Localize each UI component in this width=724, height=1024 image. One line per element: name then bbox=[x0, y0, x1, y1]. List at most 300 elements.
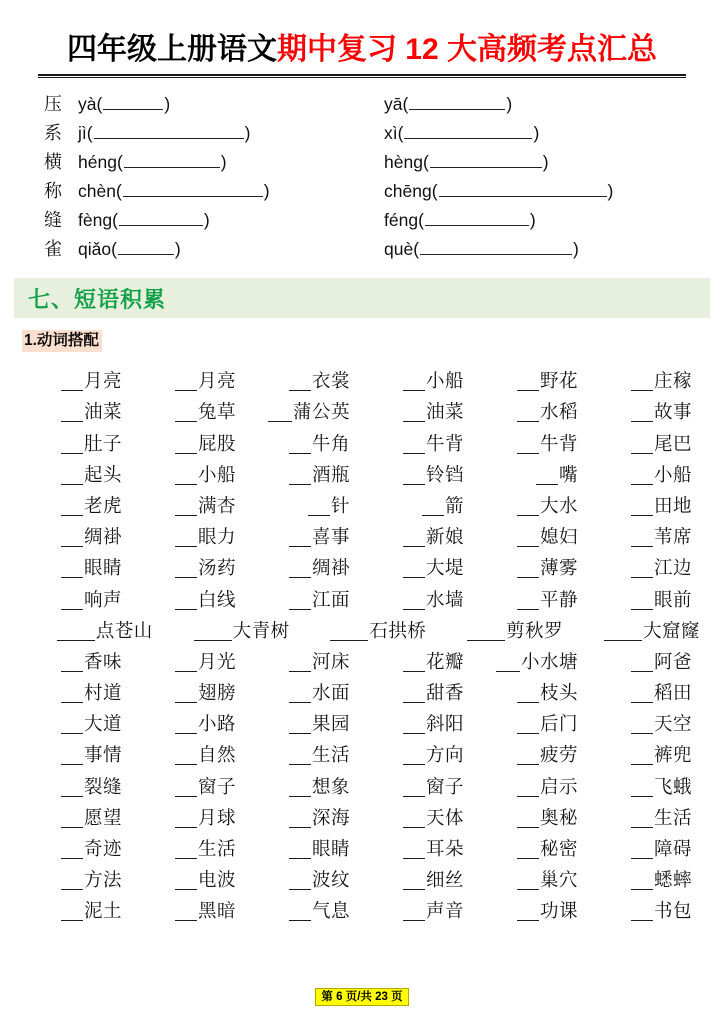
answer-blank[interactable] bbox=[631, 467, 653, 485]
collocation-cell bbox=[366, 714, 480, 734]
collocation-word: 书包 bbox=[653, 900, 692, 922]
collocation-word: 果园 bbox=[311, 713, 350, 735]
collocation-cell bbox=[138, 652, 252, 672]
collocation-word: 小船 bbox=[197, 463, 236, 485]
answer-blank[interactable] bbox=[631, 373, 653, 391]
grid-row bbox=[24, 454, 708, 485]
answer-blank[interactable] bbox=[289, 841, 311, 859]
collocation-word: 水稻 bbox=[539, 401, 578, 423]
answer-blank[interactable] bbox=[604, 623, 642, 641]
answer-blank[interactable] bbox=[631, 529, 653, 547]
open-paren: ( bbox=[115, 181, 122, 201]
collocation-word: 功课 bbox=[539, 900, 578, 922]
answer-blank[interactable] bbox=[289, 529, 311, 547]
grid-row bbox=[24, 547, 708, 578]
collocation-word: 疲劳 bbox=[539, 744, 578, 766]
collocation-word: 牛角 bbox=[311, 432, 350, 454]
answer-blank[interactable] bbox=[517, 903, 539, 921]
section-banner-label: 七、短语积累 bbox=[28, 286, 167, 312]
answer-blank[interactable] bbox=[631, 841, 653, 859]
answer-blank[interactable] bbox=[330, 623, 368, 641]
collocation-cell bbox=[594, 402, 708, 422]
collocation-cell bbox=[480, 465, 594, 485]
collocation-word: 响声 bbox=[83, 588, 122, 610]
answer-blank[interactable] bbox=[403, 685, 425, 703]
collocation-word: 枝头 bbox=[539, 682, 578, 704]
collocation-word: 酒瓶 bbox=[311, 463, 350, 485]
polyphone-row bbox=[44, 177, 704, 206]
answer-blank[interactable] bbox=[289, 685, 311, 703]
collocation-cell bbox=[366, 652, 480, 672]
collocation-cell bbox=[366, 590, 480, 610]
open-paren: ( bbox=[422, 152, 429, 172]
answer-blank[interactable] bbox=[409, 95, 505, 110]
collocation-word: 裤兜 bbox=[653, 744, 692, 766]
collocation-cell bbox=[252, 496, 366, 516]
answer-blank[interactable] bbox=[430, 153, 542, 168]
collocation-word: 汤药 bbox=[197, 557, 236, 579]
answer-blank[interactable] bbox=[517, 592, 539, 610]
answer-blank[interactable] bbox=[175, 654, 197, 672]
answer-blank[interactable] bbox=[175, 467, 197, 485]
collocation-cell bbox=[24, 465, 138, 485]
collocation-cell bbox=[366, 901, 480, 921]
collocation-word: 月光 bbox=[197, 650, 236, 672]
answer-blank[interactable] bbox=[631, 498, 653, 516]
open-paren: ( bbox=[86, 123, 93, 143]
collocation-cell bbox=[252, 714, 366, 734]
answer-blank[interactable] bbox=[289, 654, 311, 672]
polyphone-right-item bbox=[384, 181, 704, 202]
answer-blank[interactable] bbox=[403, 903, 425, 921]
collocation-cell bbox=[594, 558, 708, 578]
answer-blank[interactable] bbox=[289, 779, 311, 797]
collocation-cell bbox=[594, 745, 708, 765]
polyphone-left-item bbox=[44, 148, 384, 174]
collocation-cell bbox=[594, 465, 708, 485]
polyphone-reading: jì bbox=[78, 123, 87, 143]
section-banner bbox=[14, 278, 710, 318]
collocation-word: 油菜 bbox=[83, 401, 122, 423]
collocation-cell bbox=[24, 434, 138, 454]
answer-blank[interactable] bbox=[289, 747, 311, 765]
collocation-word: 天体 bbox=[425, 806, 464, 828]
collocation-word: 肚子 bbox=[83, 432, 122, 454]
answer-blank[interactable] bbox=[403, 373, 425, 391]
answer-blank[interactable] bbox=[517, 716, 539, 734]
grid-row bbox=[24, 734, 708, 765]
collocation-word: 油菜 bbox=[425, 401, 464, 423]
answer-blank[interactable] bbox=[422, 498, 444, 516]
answer-blank[interactable] bbox=[61, 903, 83, 921]
collocation-word: 裂缝 bbox=[83, 775, 122, 797]
collocation-word: 波纹 bbox=[311, 869, 350, 891]
answer-blank[interactable] bbox=[631, 685, 653, 703]
collocation-cell bbox=[366, 777, 480, 797]
answer-blank[interactable] bbox=[517, 436, 539, 454]
collocation-word: 自然 bbox=[197, 744, 236, 766]
close-paren: ) bbox=[220, 152, 227, 172]
collocation-cell bbox=[594, 590, 708, 610]
polyphone-row bbox=[44, 119, 704, 148]
collocation-word: 满杏 bbox=[197, 494, 236, 516]
polyphone-reading: héng bbox=[78, 152, 117, 172]
answer-blank[interactable] bbox=[631, 436, 653, 454]
collocation-word: 眼睛 bbox=[311, 838, 350, 859]
answer-blank[interactable] bbox=[289, 872, 311, 890]
collocation-cell bbox=[24, 652, 138, 672]
answer-blank[interactable] bbox=[289, 373, 311, 391]
collocation-cell bbox=[252, 745, 366, 765]
answer-blank[interactable] bbox=[403, 810, 425, 828]
answer-blank[interactable] bbox=[631, 779, 653, 797]
collocation-word: 黑暗 bbox=[197, 900, 236, 922]
collocation-cell bbox=[24, 590, 138, 610]
collocation-word: 窗子 bbox=[425, 775, 464, 797]
collocation-cell bbox=[594, 434, 708, 454]
answer-blank[interactable] bbox=[517, 841, 539, 859]
collocation-word: 田地 bbox=[653, 494, 692, 516]
answer-blank[interactable] bbox=[175, 716, 197, 734]
collocation-word: 窗子 bbox=[197, 775, 236, 797]
answer-blank[interactable] bbox=[289, 560, 311, 578]
answer-blank[interactable] bbox=[631, 903, 653, 921]
answer-blank[interactable] bbox=[631, 810, 653, 828]
collocation-cell bbox=[252, 590, 366, 610]
answer-blank[interactable] bbox=[175, 841, 197, 859]
answer-blank[interactable] bbox=[175, 560, 197, 578]
answer-blank[interactable] bbox=[517, 404, 539, 422]
collocation-word: 苇席 bbox=[653, 526, 692, 548]
collocation-cell bbox=[594, 527, 708, 547]
answer-blank[interactable] bbox=[517, 747, 539, 765]
answer-blank[interactable] bbox=[403, 404, 425, 422]
collocation-cell bbox=[138, 465, 252, 485]
close-paren: ) bbox=[263, 181, 270, 201]
collocation-cell bbox=[24, 901, 138, 921]
title-double-rule bbox=[38, 74, 686, 78]
collocation-word: 大水 bbox=[539, 494, 578, 516]
answer-blank[interactable] bbox=[496, 654, 520, 672]
collocation-cell bbox=[571, 621, 708, 641]
collocation-cell bbox=[366, 808, 480, 828]
answer-blank[interactable] bbox=[268, 404, 292, 422]
answer-blank[interactable] bbox=[403, 592, 425, 610]
collocation-cell bbox=[138, 402, 252, 422]
collocation-cell bbox=[594, 496, 708, 516]
collocation-word: 声音 bbox=[425, 900, 464, 922]
collocation-cell bbox=[24, 558, 138, 578]
collocation-word: 小船 bbox=[653, 463, 692, 485]
collocation-cell bbox=[138, 714, 252, 734]
answer-blank[interactable] bbox=[175, 498, 197, 516]
answer-blank[interactable] bbox=[467, 623, 505, 641]
answer-blank[interactable] bbox=[61, 404, 83, 422]
answer-blank[interactable] bbox=[175, 529, 197, 547]
close-paren: ) bbox=[573, 239, 579, 259]
page-title bbox=[0, 0, 724, 78]
answer-blank[interactable] bbox=[61, 529, 83, 547]
answer-blank[interactable] bbox=[175, 810, 197, 828]
answer-blank[interactable] bbox=[403, 716, 425, 734]
answer-blank[interactable] bbox=[61, 467, 83, 485]
answer-blank[interactable] bbox=[517, 779, 539, 797]
collocation-word: 箭 bbox=[444, 494, 464, 516]
answer-blank[interactable] bbox=[175, 592, 197, 610]
answer-blank[interactable] bbox=[439, 182, 607, 197]
collocation-word: 嘴 bbox=[558, 463, 578, 485]
collocation-word: 尾巴 bbox=[653, 432, 692, 454]
answer-blank[interactable] bbox=[103, 95, 163, 110]
answer-blank[interactable] bbox=[403, 529, 425, 547]
answer-blank[interactable] bbox=[61, 498, 83, 516]
collocation-word: 翅膀 bbox=[197, 682, 236, 704]
answer-blank[interactable] bbox=[517, 810, 539, 828]
answer-blank[interactable] bbox=[61, 373, 83, 391]
collocation-word: 平静 bbox=[539, 588, 578, 610]
collocation-word: 兔草 bbox=[197, 401, 236, 423]
answer-blank[interactable] bbox=[175, 685, 197, 703]
collocation-word: 喜事 bbox=[311, 526, 350, 548]
collocation-word: 蟋蟀 bbox=[653, 869, 692, 891]
collocation-word: 薄雾 bbox=[539, 557, 578, 579]
polyphone-character: 缝 bbox=[44, 210, 62, 230]
answer-blank[interactable] bbox=[175, 779, 197, 797]
answer-blank[interactable] bbox=[175, 903, 197, 921]
collocation-cell bbox=[24, 745, 138, 765]
collocation-cell bbox=[138, 745, 252, 765]
answer-blank[interactable] bbox=[61, 747, 83, 765]
collocation-word: 月亮 bbox=[83, 370, 122, 392]
answer-blank[interactable] bbox=[631, 747, 653, 765]
polyphone-right-item bbox=[384, 94, 704, 115]
open-paren: ( bbox=[418, 210, 424, 230]
subsection-heading: 1.动词搭配 bbox=[22, 330, 102, 352]
collocation-cell bbox=[594, 683, 708, 703]
grid-row bbox=[24, 422, 708, 453]
collocation-word: 斜阳 bbox=[425, 713, 464, 735]
collocation-cell bbox=[480, 590, 594, 610]
grid-row bbox=[24, 828, 708, 859]
answer-blank[interactable] bbox=[61, 779, 83, 797]
collocation-word: 启示 bbox=[539, 775, 578, 797]
collocation-cell bbox=[366, 839, 480, 859]
collocation-word: 野花 bbox=[539, 370, 578, 392]
answer-blank[interactable] bbox=[289, 716, 311, 734]
collocation-cell bbox=[138, 683, 252, 703]
open-paren: ( bbox=[116, 152, 123, 172]
collocation-word: 老虎 bbox=[83, 494, 122, 516]
collocation-word: 奥秘 bbox=[539, 806, 578, 828]
answer-blank[interactable] bbox=[61, 592, 83, 610]
collocation-word: 点苍山 bbox=[95, 619, 153, 641]
open-paren: ( bbox=[111, 239, 117, 259]
collocation-cell bbox=[252, 527, 366, 547]
collocation-word: 月球 bbox=[197, 806, 236, 828]
polyphone-left-item bbox=[44, 90, 384, 116]
collocation-word: 甜香 bbox=[425, 682, 464, 704]
collocation-cell bbox=[252, 402, 366, 422]
grid-row bbox=[24, 391, 708, 422]
collocation-word: 衣裳 bbox=[311, 370, 350, 392]
collocation-cell bbox=[24, 621, 161, 641]
collocation-word: 河床 bbox=[311, 650, 350, 672]
collocation-word: 秘密 bbox=[539, 838, 578, 859]
polyphone-reading: chēng bbox=[384, 181, 432, 201]
answer-blank[interactable] bbox=[289, 903, 311, 921]
answer-blank[interactable] bbox=[517, 529, 539, 547]
collocation-cell bbox=[594, 777, 708, 797]
answer-blank[interactable] bbox=[175, 404, 197, 422]
answer-blank[interactable] bbox=[517, 498, 539, 516]
close-paren: ) bbox=[164, 94, 171, 114]
polyphone-reading: chèn bbox=[78, 181, 116, 201]
collocation-word: 眼前 bbox=[653, 588, 692, 610]
collocation-word: 大窟窿 bbox=[642, 619, 700, 641]
collocation-word: 牛背 bbox=[539, 432, 578, 454]
answer-blank[interactable] bbox=[118, 240, 174, 255]
collocation-word: 深海 bbox=[311, 806, 350, 828]
answer-blank[interactable] bbox=[631, 560, 653, 578]
answer-blank[interactable] bbox=[517, 685, 539, 703]
answer-blank[interactable] bbox=[289, 592, 311, 610]
answer-blank[interactable] bbox=[175, 436, 197, 454]
collocation-word: 新娘 bbox=[425, 526, 464, 548]
collocation-word: 电波 bbox=[197, 869, 236, 891]
collocation-cell bbox=[138, 777, 252, 797]
collocation-cell bbox=[480, 402, 594, 422]
grid-row bbox=[24, 797, 708, 828]
collocation-word: 事情 bbox=[83, 744, 122, 766]
grid-row bbox=[24, 765, 708, 796]
answer-blank[interactable] bbox=[289, 467, 311, 485]
answer-blank[interactable] bbox=[61, 716, 83, 734]
answer-blank[interactable] bbox=[631, 592, 653, 610]
answer-blank[interactable] bbox=[517, 373, 539, 391]
collocation-cell bbox=[138, 558, 252, 578]
answer-blank[interactable] bbox=[308, 498, 330, 516]
collocation-word: 花瓣 bbox=[425, 650, 464, 672]
answer-blank[interactable] bbox=[61, 810, 83, 828]
answer-blank[interactable] bbox=[631, 872, 653, 890]
answer-blank[interactable] bbox=[403, 779, 425, 797]
answer-blank[interactable] bbox=[61, 872, 83, 890]
collocation-cell bbox=[138, 371, 252, 391]
collocation-cell bbox=[366, 434, 480, 454]
answer-blank[interactable] bbox=[631, 404, 653, 422]
collocation-word: 江边 bbox=[653, 557, 692, 579]
answer-blank[interactable] bbox=[61, 436, 83, 454]
collocation-word: 牛背 bbox=[425, 432, 464, 454]
collocation-cell bbox=[24, 839, 138, 859]
collocation-word: 蒲公英 bbox=[292, 401, 350, 423]
collocation-cell bbox=[138, 496, 252, 516]
collocation-word: 细丝 bbox=[425, 869, 464, 891]
answer-blank[interactable] bbox=[175, 373, 197, 391]
collocation-word: 眼力 bbox=[197, 526, 236, 548]
polyphone-character: 横 bbox=[44, 152, 62, 172]
title-black-part: 四年级上册语文 bbox=[66, 33, 277, 66]
answer-blank[interactable] bbox=[175, 872, 197, 890]
answer-blank[interactable] bbox=[61, 841, 83, 859]
collocation-cell bbox=[480, 808, 594, 828]
collocation-word: 耳朵 bbox=[425, 838, 464, 859]
open-paren: ( bbox=[431, 181, 438, 201]
answer-blank[interactable] bbox=[175, 747, 197, 765]
answer-blank[interactable] bbox=[517, 872, 539, 890]
polyphone-right-item bbox=[384, 239, 704, 260]
collocation-cell bbox=[366, 496, 480, 516]
answer-blank[interactable] bbox=[403, 467, 425, 485]
collocation-word: 愿望 bbox=[83, 806, 122, 828]
collocation-cell bbox=[138, 527, 252, 547]
close-paren: ) bbox=[529, 210, 536, 230]
answer-blank[interactable] bbox=[289, 810, 311, 828]
polyphone-left-item bbox=[44, 206, 384, 232]
polyphone-exercise-list bbox=[0, 90, 724, 264]
answer-blank[interactable] bbox=[536, 467, 558, 485]
answer-blank[interactable] bbox=[123, 182, 263, 197]
collocation-cell bbox=[594, 839, 708, 859]
answer-blank[interactable] bbox=[425, 211, 529, 226]
open-paren: ( bbox=[96, 94, 103, 114]
polyphone-character: 称 bbox=[44, 181, 62, 201]
answer-blank[interactable] bbox=[94, 124, 244, 139]
answer-blank[interactable] bbox=[403, 560, 425, 578]
polyphone-reading: xì bbox=[384, 123, 398, 143]
answer-blank[interactable] bbox=[403, 747, 425, 765]
polyphone-reading: hèng bbox=[384, 152, 423, 172]
answer-blank[interactable] bbox=[403, 654, 425, 672]
collocation-cell bbox=[24, 683, 138, 703]
answer-blank[interactable] bbox=[517, 560, 539, 578]
page-footer bbox=[0, 987, 724, 1006]
collocation-word: 方向 bbox=[425, 744, 464, 766]
collocation-cell bbox=[434, 621, 571, 641]
collocation-word: 大堤 bbox=[425, 557, 464, 579]
collocation-cell bbox=[252, 652, 366, 672]
polyphone-left-item bbox=[44, 235, 384, 261]
collocation-word: 小船 bbox=[425, 370, 464, 392]
collocation-cell bbox=[594, 901, 708, 921]
answer-blank[interactable] bbox=[119, 211, 203, 226]
answer-blank[interactable] bbox=[403, 872, 425, 890]
answer-blank[interactable] bbox=[61, 560, 83, 578]
collocation-cell bbox=[252, 808, 366, 828]
answer-blank[interactable] bbox=[289, 436, 311, 454]
answer-blank[interactable] bbox=[631, 716, 653, 734]
answer-blank[interactable] bbox=[124, 153, 220, 168]
collocation-cell bbox=[252, 777, 366, 797]
answer-blank[interactable] bbox=[194, 623, 232, 641]
answer-blank[interactable] bbox=[420, 240, 572, 255]
answer-blank[interactable] bbox=[404, 124, 532, 139]
collocation-cell bbox=[366, 371, 480, 391]
answer-blank[interactable] bbox=[61, 685, 83, 703]
collocation-cell bbox=[366, 402, 480, 422]
close-paren: ) bbox=[174, 239, 181, 259]
answer-blank[interactable] bbox=[57, 623, 95, 641]
collocation-cell bbox=[252, 901, 366, 921]
title-text bbox=[26, 30, 698, 70]
collocation-cell bbox=[138, 870, 252, 890]
collocation-word: 生活 bbox=[197, 838, 236, 859]
answer-blank[interactable] bbox=[403, 436, 425, 454]
answer-blank[interactable] bbox=[403, 841, 425, 859]
collocation-word: 石拱桥 bbox=[369, 619, 427, 641]
answer-blank[interactable] bbox=[631, 654, 653, 672]
answer-blank[interactable] bbox=[61, 654, 83, 672]
